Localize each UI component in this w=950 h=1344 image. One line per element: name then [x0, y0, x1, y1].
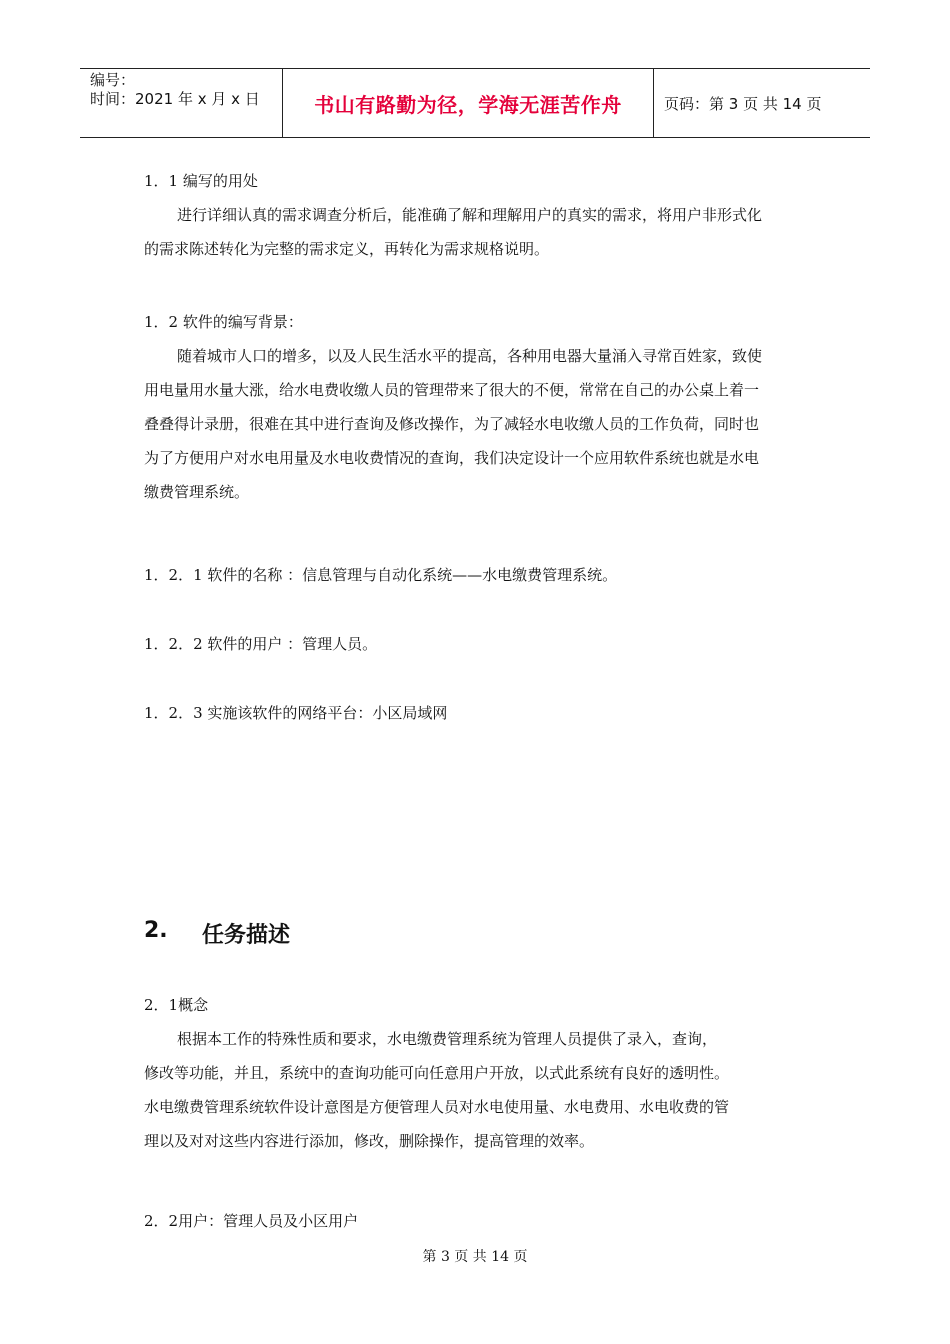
section-1-2-1: 1．2．1 软件的名称 ：信息管理与自动化系统——水电缴费管理系统。	[144, 566, 618, 584]
paragraph-line: 缴费管理系统。	[144, 483, 250, 501]
paragraph-line: 用电量用水量大涨，给水电费收缴人员的管理带来了很大的不便，常常在自己的办公桌上着一	[144, 381, 760, 399]
paragraph-line: 随着城市人口的增多，以及人民生活水平的提高，各种用电器大量涌入寻常百姓家，致使	[177, 347, 763, 365]
section-2-title: 任务描述	[202, 923, 291, 948]
section-1-1-body	[144, 198, 850, 266]
section-1-2-title: 1．2 软件的编写背景：	[144, 313, 303, 331]
paragraph-line: 理以及对对这些内容进行添加，修改，删除操作，提高管理的效率。	[144, 1132, 595, 1150]
section-1-2-body	[144, 339, 850, 509]
section-2-2-title: 2．2用户：管理人员及小区用户	[144, 1212, 359, 1230]
paragraph-line: 叠叠得计录册，很难在其中进行查询及修改操作，为了减轻水电收缴人员的工作负荷，同时也	[144, 415, 760, 433]
section-2-1-title: 2．1概念	[144, 996, 209, 1014]
paragraph-line: 水电缴费管理系统软件设计意图是方便管理人员对水电使用量、水电费用、水电收费的管	[144, 1098, 730, 1116]
page-footer: 第 3 页 共 14 页	[422, 1249, 528, 1265]
paragraph-line: 根据本工作的特殊性质和要求，水电缴费管理系统为管理人员提供了录入，查询，	[177, 1030, 718, 1048]
section-2-1-body	[144, 1022, 850, 1158]
paragraph-line: 为了方便用户对水电用量及水电收费情况的查询，我们决定设计一个应用软件系统也就是水电	[144, 449, 760, 467]
header-motto-cell	[282, 69, 654, 137]
section-2-heading	[144, 918, 290, 949]
header-motto: 书山有路勤为径，学海无涯苦作舟	[314, 92, 622, 117]
paragraph-line: 进行详细认真的需求调查分析后，能准确了解和理解用户的真实的需求，将用户非形式化	[177, 206, 763, 224]
section-1-2-3: 1．2．3 实施该软件的网络平台：小区局域网	[144, 704, 448, 722]
header-meta	[80, 69, 282, 137]
section-2-number: 2.	[144, 918, 168, 943]
document-time-label: 时间：2021 年 x 月 x 日	[90, 90, 260, 108]
section-1-2-2: 1．2．2 软件的用户 ：管理人员。	[144, 635, 378, 653]
header-page-number: 页码：第 3 页 共 14 页	[664, 94, 822, 113]
section-1-1-title: 1．1 编写的用处	[144, 172, 258, 190]
header-page-cell	[654, 69, 870, 137]
paragraph-line: 修改等功能，并且，系统中的查询功能可向任意用户开放，以式此系统有良好的透明性。	[144, 1064, 730, 1082]
document-number-label: 编号：	[90, 71, 136, 89]
page-header	[80, 68, 870, 138]
paragraph-line: 的需求陈述转化为完整的需求定义，再转化为需求规格说明。	[144, 240, 550, 258]
